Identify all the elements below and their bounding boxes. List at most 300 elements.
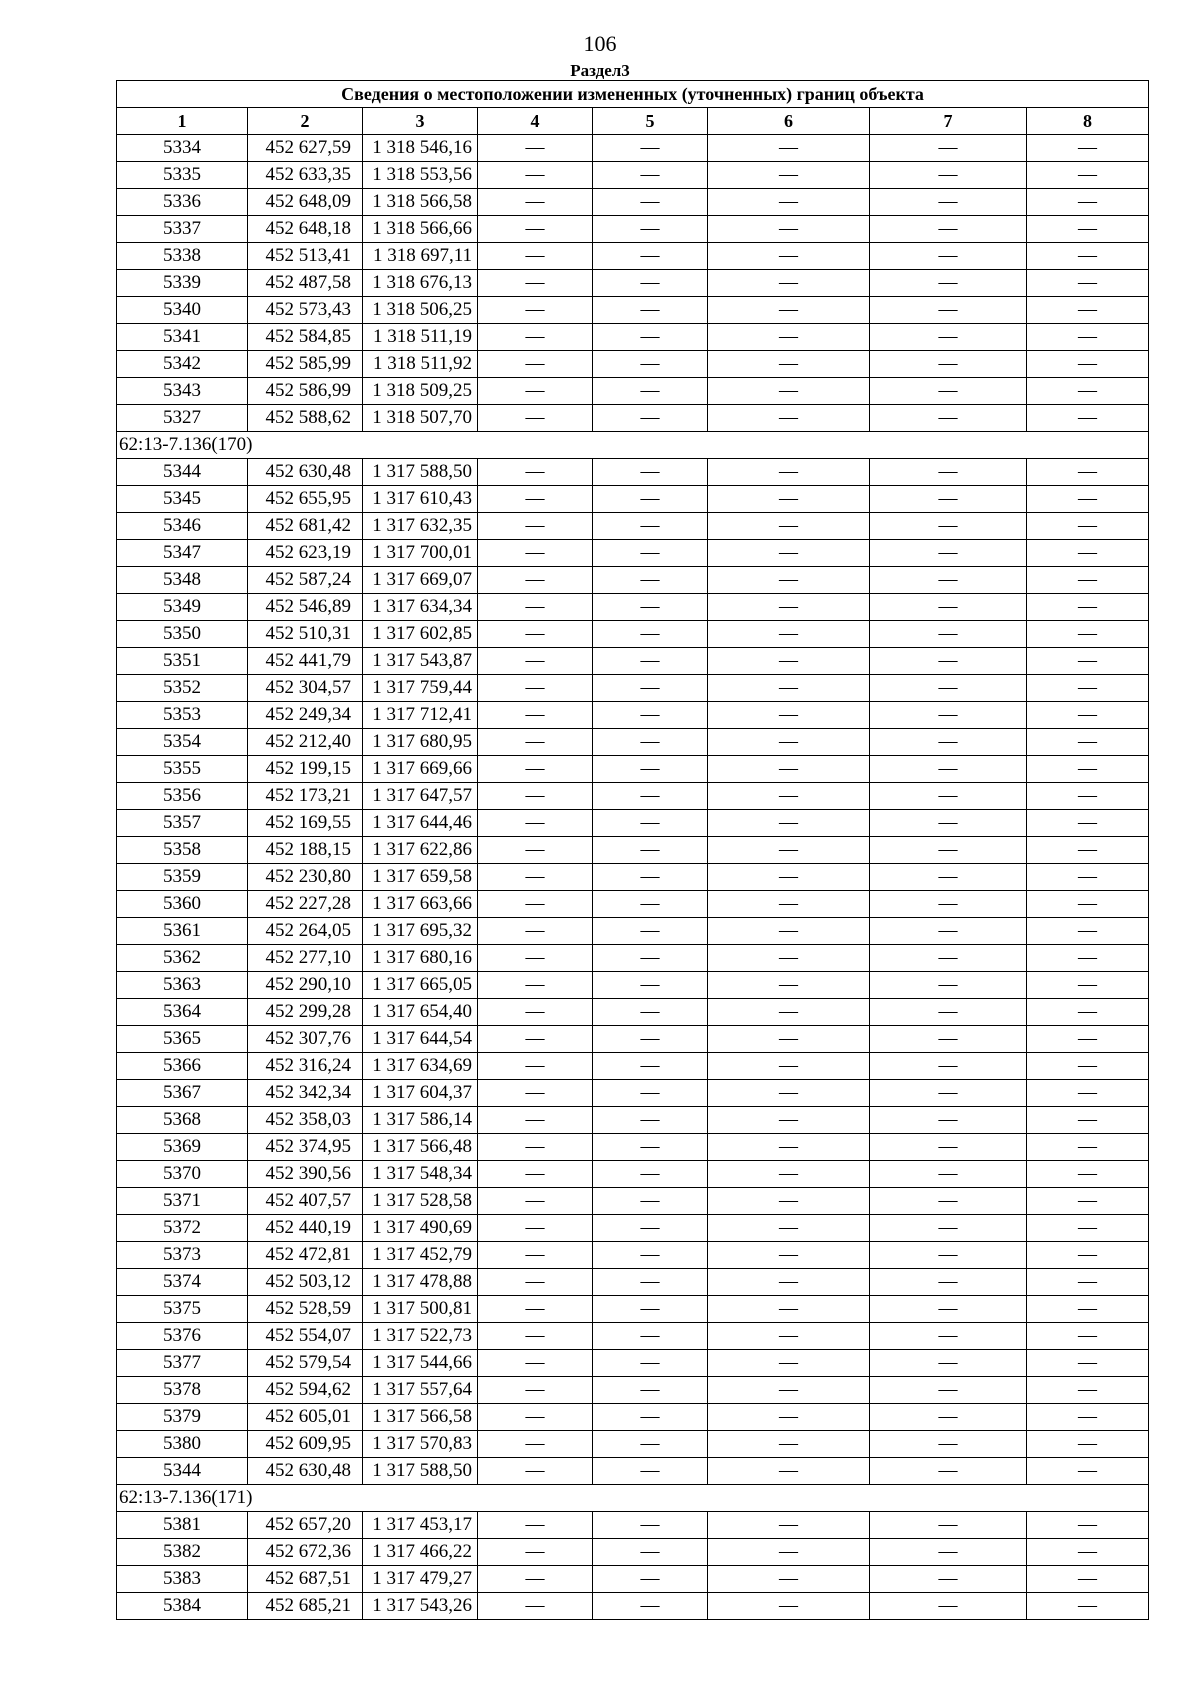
table-row (117, 513, 1149, 540)
empty-cell-col-8: — (1027, 810, 1149, 837)
empty-cell-col-8: — (1027, 324, 1149, 351)
point-number-cell: 5347 (117, 540, 248, 567)
empty-cell-col-8: — (1027, 648, 1149, 675)
empty-cell-col-6: — (708, 648, 870, 675)
empty-cell-col-7: — (870, 972, 1027, 999)
y-coordinate-cell: 1 317 659,58 (363, 864, 478, 891)
point-number-cell: 5346 (117, 513, 248, 540)
table-row (117, 1026, 1149, 1053)
empty-cell-col-5: — (593, 864, 708, 891)
table-row (117, 1350, 1149, 1377)
table-row (117, 1269, 1149, 1296)
empty-cell-col-6: — (708, 135, 870, 162)
empty-cell-col-8: — (1027, 1134, 1149, 1161)
empty-cell-col-4: — (478, 783, 593, 810)
empty-cell-col-6: — (708, 1566, 870, 1593)
y-coordinate-cell: 1 317 622,86 (363, 837, 478, 864)
x-coordinate-cell: 452 648,18 (248, 216, 363, 243)
empty-cell-col-6: — (708, 972, 870, 999)
point-number-cell: 5327 (117, 405, 248, 432)
empty-cell-col-6: — (708, 918, 870, 945)
empty-cell-col-8: — (1027, 999, 1149, 1026)
empty-cell-col-5: — (593, 1080, 708, 1107)
empty-cell-col-6: — (708, 1161, 870, 1188)
point-number-cell: 5368 (117, 1107, 248, 1134)
point-number-cell: 5343 (117, 378, 248, 405)
empty-cell-col-4: — (478, 1323, 593, 1350)
empty-cell-col-5: — (593, 540, 708, 567)
empty-cell-col-4: — (478, 378, 593, 405)
table-row (117, 621, 1149, 648)
empty-cell-col-4: — (478, 486, 593, 513)
table-row (117, 243, 1149, 270)
y-coordinate-cell: 1 318 506,25 (363, 297, 478, 324)
y-coordinate-cell: 1 317 500,81 (363, 1296, 478, 1323)
empty-cell-col-5: — (593, 243, 708, 270)
empty-cell-col-5: — (593, 1026, 708, 1053)
point-number-cell: 5374 (117, 1269, 248, 1296)
x-coordinate-cell: 452 440,19 (248, 1215, 363, 1242)
y-coordinate-cell: 1 318 566,58 (363, 189, 478, 216)
y-coordinate-cell: 1 318 511,19 (363, 324, 478, 351)
y-coordinate-cell: 1 318 676,13 (363, 270, 478, 297)
empty-cell-col-7: — (870, 1215, 1027, 1242)
y-coordinate-cell: 1 317 570,83 (363, 1431, 478, 1458)
empty-cell-col-6: — (708, 459, 870, 486)
empty-cell-col-4: — (478, 1215, 593, 1242)
column-header-8: 8 (1027, 108, 1149, 135)
empty-cell-col-5: — (593, 891, 708, 918)
x-coordinate-cell: 452 358,03 (248, 1107, 363, 1134)
empty-cell-col-5: — (593, 297, 708, 324)
y-coordinate-cell: 1 317 700,01 (363, 540, 478, 567)
table-row (117, 1053, 1149, 1080)
column-header-2: 2 (248, 108, 363, 135)
point-number-cell: 5379 (117, 1404, 248, 1431)
empty-cell-col-5: — (593, 918, 708, 945)
empty-cell-col-4: — (478, 1458, 593, 1485)
x-coordinate-cell: 452 304,57 (248, 675, 363, 702)
empty-cell-col-4: — (478, 1593, 593, 1620)
empty-cell-col-4: — (478, 675, 593, 702)
empty-cell-col-7: — (870, 1242, 1027, 1269)
y-coordinate-cell: 1 317 586,14 (363, 1107, 478, 1134)
empty-cell-col-6: — (708, 1377, 870, 1404)
empty-cell-col-4: — (478, 1269, 593, 1296)
x-coordinate-cell: 452 687,51 (248, 1566, 363, 1593)
empty-cell-col-7: — (870, 891, 1027, 918)
point-number-cell: 5366 (117, 1053, 248, 1080)
table-row (117, 1323, 1149, 1350)
empty-cell-col-5: — (593, 1161, 708, 1188)
empty-cell-col-8: — (1027, 837, 1149, 864)
x-coordinate-cell: 452 173,21 (248, 783, 363, 810)
table-row (117, 324, 1149, 351)
table-row (117, 972, 1149, 999)
empty-cell-col-4: — (478, 864, 593, 891)
x-coordinate-cell: 452 188,15 (248, 837, 363, 864)
empty-cell-col-7: — (870, 216, 1027, 243)
table-row (117, 1377, 1149, 1404)
point-number-cell: 5359 (117, 864, 248, 891)
empty-cell-col-5: — (593, 810, 708, 837)
empty-cell-col-4: — (478, 1107, 593, 1134)
empty-cell-col-5: — (593, 1188, 708, 1215)
x-coordinate-cell: 452 594,62 (248, 1377, 363, 1404)
x-coordinate-cell: 452 264,05 (248, 918, 363, 945)
point-number-cell: 5367 (117, 1080, 248, 1107)
y-coordinate-cell: 1 317 680,16 (363, 945, 478, 972)
empty-cell-col-7: — (870, 540, 1027, 567)
empty-cell-col-6: — (708, 513, 870, 540)
empty-cell-col-5: — (593, 783, 708, 810)
empty-cell-col-4: — (478, 1134, 593, 1161)
empty-cell-col-7: — (870, 594, 1027, 621)
empty-cell-col-5: — (593, 216, 708, 243)
x-coordinate-cell: 452 633,35 (248, 162, 363, 189)
y-coordinate-cell: 1 317 759,44 (363, 675, 478, 702)
empty-cell-col-8: — (1027, 243, 1149, 270)
empty-cell-col-5: — (593, 1377, 708, 1404)
table-row (117, 1593, 1149, 1620)
table-row (117, 162, 1149, 189)
point-number-cell: 5377 (117, 1350, 248, 1377)
empty-cell-col-4: — (478, 243, 593, 270)
x-coordinate-cell: 452 648,09 (248, 189, 363, 216)
empty-cell-col-7: — (870, 1431, 1027, 1458)
table-row (117, 459, 1149, 486)
empty-cell-col-4: — (478, 594, 593, 621)
empty-cell-col-7: — (870, 513, 1027, 540)
point-number-cell: 5383 (117, 1566, 248, 1593)
empty-cell-col-8: — (1027, 297, 1149, 324)
empty-cell-col-4: — (478, 1053, 593, 1080)
empty-cell-col-6: — (708, 621, 870, 648)
table-row (117, 1296, 1149, 1323)
x-coordinate-cell: 452 528,59 (248, 1296, 363, 1323)
table-header-row (117, 108, 1149, 135)
table-row (117, 675, 1149, 702)
empty-cell-col-7: — (870, 1161, 1027, 1188)
x-coordinate-cell: 452 316,24 (248, 1053, 363, 1080)
empty-cell-col-7: — (870, 1026, 1027, 1053)
empty-cell-col-4: — (478, 1080, 593, 1107)
table-row (117, 1431, 1149, 1458)
x-coordinate-cell: 452 657,20 (248, 1512, 363, 1539)
empty-cell-col-8: — (1027, 972, 1149, 999)
empty-cell-col-6: — (708, 810, 870, 837)
empty-cell-col-8: — (1027, 405, 1149, 432)
empty-cell-col-7: — (870, 1593, 1027, 1620)
empty-cell-col-8: — (1027, 702, 1149, 729)
empty-cell-col-4: — (478, 324, 593, 351)
x-coordinate-cell: 452 584,85 (248, 324, 363, 351)
empty-cell-col-4: — (478, 459, 593, 486)
table-row (117, 1080, 1149, 1107)
empty-cell-col-5: — (593, 351, 708, 378)
y-coordinate-cell: 1 317 452,79 (363, 1242, 478, 1269)
empty-cell-col-6: — (708, 189, 870, 216)
empty-cell-col-4: — (478, 162, 593, 189)
point-number-cell: 5382 (117, 1539, 248, 1566)
point-number-cell: 5344 (117, 1458, 248, 1485)
empty-cell-col-4: — (478, 1188, 593, 1215)
point-number-cell: 5378 (117, 1377, 248, 1404)
empty-cell-col-5: — (593, 1269, 708, 1296)
empty-cell-col-8: — (1027, 1512, 1149, 1539)
empty-cell-col-7: — (870, 810, 1027, 837)
point-number-cell: 5352 (117, 675, 248, 702)
x-coordinate-cell: 452 342,34 (248, 1080, 363, 1107)
point-number-cell: 5341 (117, 324, 248, 351)
empty-cell-col-6: — (708, 729, 870, 756)
empty-cell-col-6: — (708, 1512, 870, 1539)
empty-cell-col-7: — (870, 351, 1027, 378)
empty-cell-col-6: — (708, 1188, 870, 1215)
empty-cell-col-5: — (593, 1134, 708, 1161)
point-number-cell: 5354 (117, 729, 248, 756)
empty-cell-col-7: — (870, 729, 1027, 756)
empty-cell-col-7: — (870, 783, 1027, 810)
x-coordinate-cell: 452 546,89 (248, 594, 363, 621)
empty-cell-col-7: — (870, 486, 1027, 513)
empty-cell-col-4: — (478, 837, 593, 864)
y-coordinate-cell: 1 318 509,25 (363, 378, 478, 405)
empty-cell-col-4: — (478, 513, 593, 540)
empty-cell-col-7: — (870, 270, 1027, 297)
y-coordinate-cell: 1 317 466,22 (363, 1539, 478, 1566)
empty-cell-col-8: — (1027, 1350, 1149, 1377)
x-coordinate-cell: 452 407,57 (248, 1188, 363, 1215)
point-number-cell: 5339 (117, 270, 248, 297)
x-coordinate-cell: 452 513,41 (248, 243, 363, 270)
empty-cell-col-8: — (1027, 513, 1149, 540)
empty-cell-col-6: — (708, 891, 870, 918)
x-coordinate-cell: 452 579,54 (248, 1350, 363, 1377)
x-coordinate-cell: 452 672,36 (248, 1539, 363, 1566)
empty-cell-col-4: — (478, 756, 593, 783)
x-coordinate-cell: 452 487,58 (248, 270, 363, 297)
empty-cell-col-8: — (1027, 621, 1149, 648)
empty-cell-col-6: — (708, 1269, 870, 1296)
section-label: Раздел3 (570, 61, 630, 80)
empty-cell-col-4: — (478, 1404, 593, 1431)
y-coordinate-cell: 1 317 548,34 (363, 1161, 478, 1188)
empty-cell-col-8: — (1027, 1458, 1149, 1485)
y-coordinate-cell: 1 317 566,48 (363, 1134, 478, 1161)
empty-cell-col-8: — (1027, 189, 1149, 216)
empty-cell-col-4: — (478, 1242, 593, 1269)
empty-cell-col-6: — (708, 243, 870, 270)
empty-cell-col-6: — (708, 405, 870, 432)
empty-cell-col-6: — (708, 297, 870, 324)
x-coordinate-cell: 452 681,42 (248, 513, 363, 540)
empty-cell-col-7: — (870, 1377, 1027, 1404)
x-coordinate-cell: 452 630,48 (248, 1458, 363, 1485)
empty-cell-col-5: — (593, 1215, 708, 1242)
empty-cell-col-7: — (870, 648, 1027, 675)
empty-cell-col-7: — (870, 189, 1027, 216)
y-coordinate-cell: 1 317 557,64 (363, 1377, 478, 1404)
x-coordinate-cell: 452 585,99 (248, 351, 363, 378)
point-number-cell: 5342 (117, 351, 248, 378)
y-coordinate-cell: 1 317 544,66 (363, 1350, 478, 1377)
empty-cell-col-5: — (593, 837, 708, 864)
table-row (117, 1134, 1149, 1161)
empty-cell-col-7: — (870, 918, 1027, 945)
x-coordinate-cell: 452 510,31 (248, 621, 363, 648)
y-coordinate-cell: 1 317 712,41 (363, 702, 478, 729)
empty-cell-col-4: — (478, 567, 593, 594)
point-number-cell: 5345 (117, 486, 248, 513)
empty-cell-col-4: — (478, 270, 593, 297)
point-number-cell: 5334 (117, 135, 248, 162)
point-number-cell: 5372 (117, 1215, 248, 1242)
point-number-cell: 5344 (117, 459, 248, 486)
point-number-cell: 5337 (117, 216, 248, 243)
empty-cell-col-6: — (708, 1134, 870, 1161)
y-coordinate-cell: 1 317 644,46 (363, 810, 478, 837)
empty-cell-col-5: — (593, 594, 708, 621)
empty-cell-col-7: — (870, 1080, 1027, 1107)
empty-cell-col-7: — (870, 1458, 1027, 1485)
empty-cell-col-5: — (593, 972, 708, 999)
y-coordinate-cell: 1 317 665,05 (363, 972, 478, 999)
empty-cell-col-7: — (870, 1350, 1027, 1377)
empty-cell-col-6: — (708, 378, 870, 405)
point-number-cell: 5370 (117, 1161, 248, 1188)
x-coordinate-cell: 452 685,21 (248, 1593, 363, 1620)
empty-cell-col-8: — (1027, 270, 1149, 297)
y-coordinate-cell: 1 317 490,69 (363, 1215, 478, 1242)
empty-cell-col-5: — (593, 486, 708, 513)
y-coordinate-cell: 1 317 632,35 (363, 513, 478, 540)
empty-cell-col-8: — (1027, 783, 1149, 810)
empty-cell-col-7: — (870, 567, 1027, 594)
y-coordinate-cell: 1 317 654,40 (363, 999, 478, 1026)
y-coordinate-cell: 1 317 602,85 (363, 621, 478, 648)
empty-cell-col-8: — (1027, 1026, 1149, 1053)
point-number-cell: 5358 (117, 837, 248, 864)
coordinates-table (116, 80, 1149, 1620)
column-header-3: 3 (363, 108, 478, 135)
empty-cell-col-8: — (1027, 162, 1149, 189)
empty-cell-col-6: — (708, 162, 870, 189)
empty-cell-col-4: — (478, 1350, 593, 1377)
table-row (117, 1161, 1149, 1188)
empty-cell-col-7: — (870, 378, 1027, 405)
empty-cell-col-6: — (708, 783, 870, 810)
empty-cell-col-7: — (870, 999, 1027, 1026)
empty-cell-col-4: — (478, 621, 593, 648)
table-row (117, 1458, 1149, 1485)
empty-cell-col-5: — (593, 702, 708, 729)
empty-cell-col-8: — (1027, 675, 1149, 702)
empty-cell-col-5: — (593, 648, 708, 675)
empty-cell-col-5: — (593, 1512, 708, 1539)
y-coordinate-cell: 1 318 507,70 (363, 405, 478, 432)
point-number-cell: 5350 (117, 621, 248, 648)
empty-cell-col-6: — (708, 837, 870, 864)
empty-cell-col-4: — (478, 189, 593, 216)
empty-cell-col-7: — (870, 1539, 1027, 1566)
empty-cell-col-4: — (478, 729, 593, 756)
empty-cell-col-6: — (708, 864, 870, 891)
point-number-cell: 5381 (117, 1512, 248, 1539)
table-row (117, 189, 1149, 216)
table-row (117, 810, 1149, 837)
empty-cell-col-7: — (870, 459, 1027, 486)
empty-cell-col-5: — (593, 324, 708, 351)
empty-cell-col-7: — (870, 1404, 1027, 1431)
empty-cell-col-4: — (478, 945, 593, 972)
empty-cell-col-5: — (593, 675, 708, 702)
point-number-cell: 5380 (117, 1431, 248, 1458)
empty-cell-col-8: — (1027, 1296, 1149, 1323)
empty-cell-col-7: — (870, 1269, 1027, 1296)
y-coordinate-cell: 1 317 479,27 (363, 1566, 478, 1593)
group-row (117, 1485, 1149, 1512)
y-coordinate-cell: 1 318 697,11 (363, 243, 478, 270)
point-number-cell: 5373 (117, 1242, 248, 1269)
table-row (117, 135, 1149, 162)
x-coordinate-cell: 452 199,15 (248, 756, 363, 783)
x-coordinate-cell: 452 441,79 (248, 648, 363, 675)
y-coordinate-cell: 1 317 663,66 (363, 891, 478, 918)
point-number-cell: 5364 (117, 999, 248, 1026)
column-header-7: 7 (870, 108, 1027, 135)
y-coordinate-cell: 1 317 680,95 (363, 729, 478, 756)
empty-cell-col-8: — (1027, 945, 1149, 972)
empty-cell-col-5: — (593, 162, 708, 189)
empty-cell-col-4: — (478, 810, 593, 837)
group-row (117, 432, 1149, 459)
empty-cell-col-5: — (593, 621, 708, 648)
empty-cell-col-5: — (593, 1404, 708, 1431)
empty-cell-col-7: — (870, 243, 1027, 270)
x-coordinate-cell: 452 472,81 (248, 1242, 363, 1269)
x-coordinate-cell: 452 249,34 (248, 702, 363, 729)
x-coordinate-cell: 452 609,95 (248, 1431, 363, 1458)
empty-cell-col-4: — (478, 648, 593, 675)
table-row (117, 945, 1149, 972)
empty-cell-col-7: — (870, 675, 1027, 702)
empty-cell-col-8: — (1027, 1107, 1149, 1134)
point-number-cell: 5369 (117, 1134, 248, 1161)
table-row (117, 864, 1149, 891)
y-coordinate-cell: 1 317 634,34 (363, 594, 478, 621)
table-row (117, 1566, 1149, 1593)
empty-cell-col-7: — (870, 1053, 1027, 1080)
empty-cell-col-5: — (593, 1431, 708, 1458)
x-coordinate-cell: 452 169,55 (248, 810, 363, 837)
empty-cell-col-8: — (1027, 567, 1149, 594)
point-number-cell: 5360 (117, 891, 248, 918)
empty-cell-col-8: — (1027, 891, 1149, 918)
x-coordinate-cell: 452 554,07 (248, 1323, 363, 1350)
y-coordinate-cell: 1 317 604,37 (363, 1080, 478, 1107)
y-coordinate-cell: 1 317 478,88 (363, 1269, 478, 1296)
empty-cell-col-5: — (593, 945, 708, 972)
point-number-cell: 5357 (117, 810, 248, 837)
empty-cell-col-6: — (708, 945, 870, 972)
table-row (117, 405, 1149, 432)
x-coordinate-cell: 452 277,10 (248, 945, 363, 972)
empty-cell-col-6: — (708, 1350, 870, 1377)
y-coordinate-cell: 1 317 588,50 (363, 459, 478, 486)
empty-cell-col-8: — (1027, 1242, 1149, 1269)
empty-cell-col-4: — (478, 972, 593, 999)
